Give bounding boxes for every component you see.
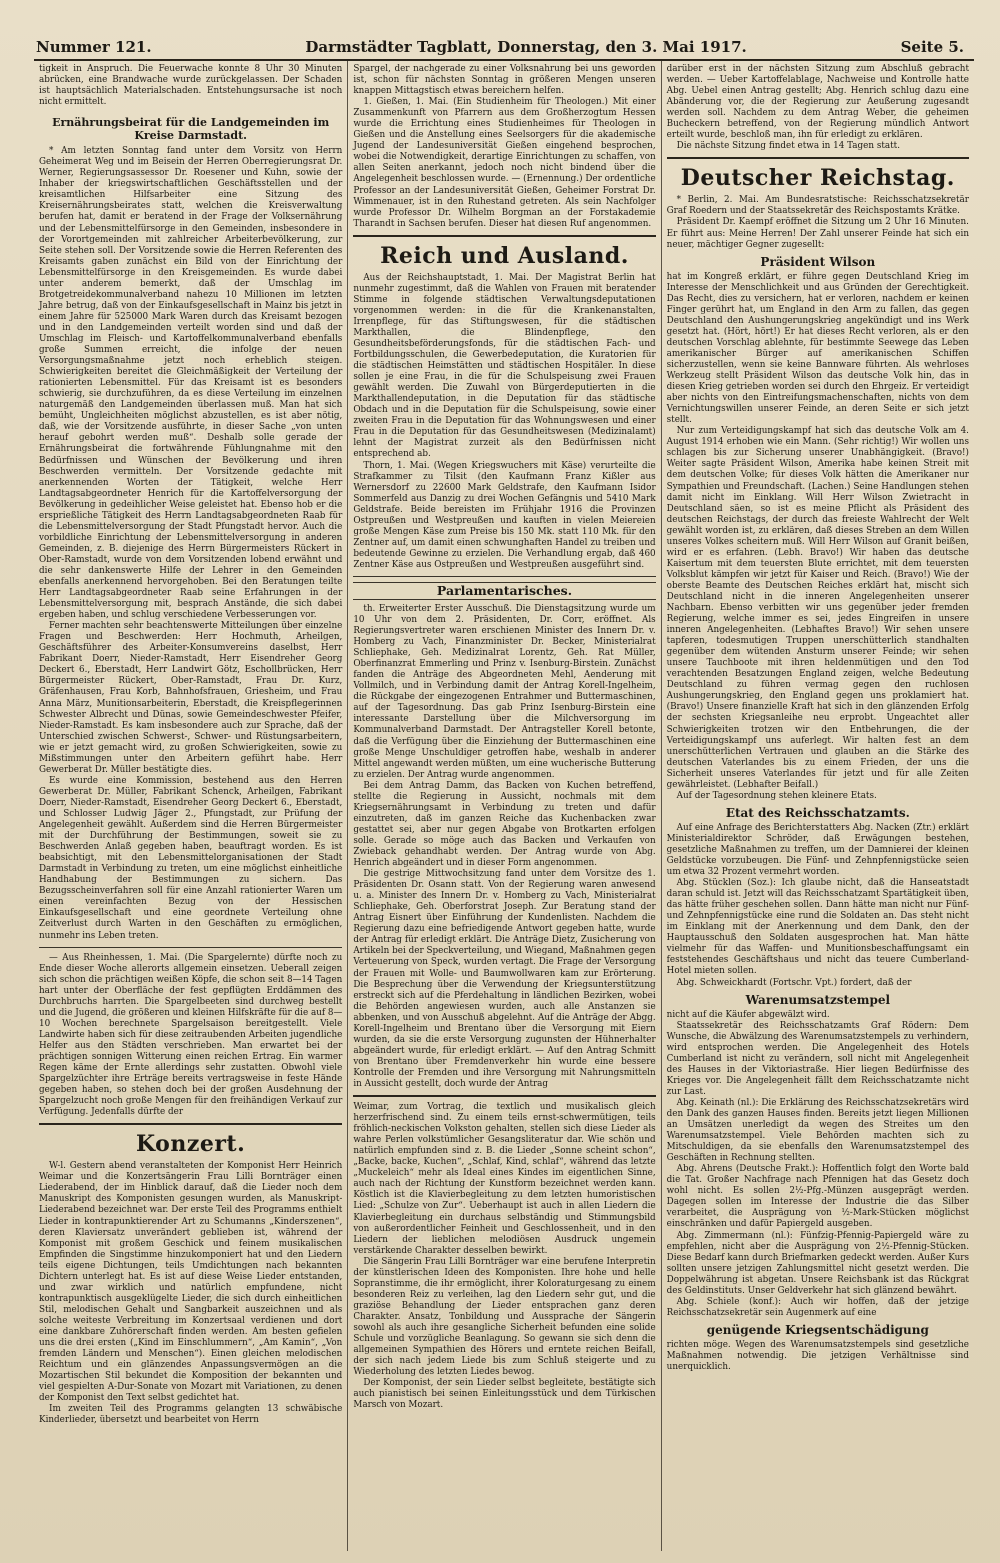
paragraph: th. Erweiterter Erster Ausschuß. Die Dienstagsitzung wurde um 10 Uhr von dem 2. Präsidenten, Dr. Corr, eröffnet. Als Regierungsvertreter waren erschienen Minister des Innern Dr. v. Homberg zu Vach, Finanzminister Dr. Becker, Ministerialrat Schliephake, Geh. Medizinalrat Lorentz, Geh. Rat Müller, Oberfinanzrat Emmerling und Prinz v. Isenburg-Birstein. Zunächst fanden die Anträge des Abgeordneten Mehl, Aenderung mit Vollmilch, und in Verbindung damit der Antrag Korell-Ingelheim, die Rückgabe der eingezogenen Entrahmer und Buttermaschinen, auf der Tagesordnung. Das gab Prinz Isenburg-Birstein eine interessante Darstellung über die Milchversorgung im Kommunalverband Darmstadt. Der Antragsteller Korell betonte, daß die Verfügung über die Einziehung der Buttermaschinen eine große Menge Unschuldiger getroffen habe, weshalb in anderer Mittel angewandt werden müßten, um eine wucherische Butterung zu erzielen. Der Antrag wurde angenommen. xyxy=(353,603,656,780)
divider xyxy=(353,235,655,237)
paragraph: Abg. Zimmermann (nl.): Fünfzig-Pfennig-Papiergeld wäre zu empfehlen, nicht aber die Ausprägung von 2½-Pfennig-Stücken. Diese Bedarf kann durch Briefmarken gedeckt werden. Außer Kurs sollten unsere jetzigen Zahlungsmittel nicht gesetzt werden. Die Doppelwährung ist abgetan. Unsere Reichsbank ist das Rückgrat des Geldinstituts. Unser Geldverkehr hat sich glänzend bewährt. xyxy=(666,1230,969,1296)
paragraph: 1. Gießen, 1. Mai. (Ein Studienheim für Theologen.) Mit einer Zusammenkunft von Pfarrern aus dem Großherzogtum Hessen wurde die Errichtung eines Studienheimes für Theologen in Gießen und die Anstellung eines Seelsorgers für die akademische Jugend der Landesuniversität Gießen eingehend besprochen, wobei die Notwendigkeit, derartige Einrichtungen zu schaffen, von allen Seiten anerkannt, jedoch noch nicht bindend über die Angelegenheit beschlossen wurde. — (Ernennung.) Der ordentliche Professor an der Landesuniversität Gießen, Geheimer Forstrat Dr. Wimmenauer, ist in den Ruhestand getreten. Als sein Nachfolger wurde Professor Dr. Wilhelm Borgman an der Forstakademie Tharandt in Sachsen berufen. Dieser hat diesen Ruf angenommen. xyxy=(353,97,656,229)
divider xyxy=(39,947,342,948)
divider xyxy=(39,1123,342,1125)
headline-parlamentarisches: Parlamentarisches. xyxy=(353,582,655,600)
paragraph: * Berlin, 2. Mai. Am Bundesratstische: Reichsschatzsekretär Graf Roedern und der Staatssekretär des Reichspostamts Krätke. xyxy=(666,195,969,217)
paragraph: Auf der Tagesordnung stehen kleinere Etats. xyxy=(676,790,877,801)
column-2 xyxy=(347,61,660,1551)
paragraph: Die nächste Sitzung findet etwa in 14 Tagen statt. xyxy=(676,141,901,152)
columns xyxy=(34,61,974,1551)
headline-reich-und-ausland: Reich und Ausland. xyxy=(380,242,629,269)
paragraph: Abg. Stücklen (Soz.): Ich glaube nicht, daß die Hanseatstadt daran schuld ist. Jetzt will das Reichsschatzamt Spartätigkeit üben, das hätte früher geschehen sollen. Dann hätte man nicht nur Fünf- und Zehnpfennigstücke eine rund die Soldaten an. Das steht nicht im Einklang mit der Anerkennung und dem Dank, den der Hauptausschuß den Soldaten ausgesprochen hat. Man hätte vielmehr für das Waffen- und Munitionsbeschaffungsamt ein feststehendes Geschäftshaus und nicht das teuere Cumberland-Hotel mieten sollen. xyxy=(666,878,969,977)
paragraph: Nur zum Verteidigungskampf hat sich das deutsche Volk am 4. August 1914 erhoben wie ein Mann. (Sehr richtig!) Wir wollen uns schlagen bis zur Sicherung unserer Unabhängigkeit. (Bravo!) Weiter sagte Präsident Wilson, Amerika habe keinen Streit mit dem deutschen Volke; für dieses Volk hätten die Amerikaner nur Sympathien und Freundschaft. (Lachen.) Seine Handlungen stehen damit nicht im Einklang. Will Herr Wilson Zwietracht in Deutschland säen, so ist es meine Pflicht als Präsident des deutschen Reichstags, der durch das freieste Wahlrecht der Welt gewählt worden ist, zu erklären, daß dieses Streben an dem Willen unseres Volkes scheitern muß. Will Herr Wilson auf Granit beißen, wird er es erfahren. (Lebh. Bravo!) Wir haben das deutsche Kaisertum mit dem teuersten Blute errichtet, mit dem teuersten Volksblut kämpfen wir jetzt für Kaiser und Reich. (Bravo!) Wie der oberste Beamte des Deutschen Reiches erklärt hat, mischt sich Deutschland nicht in die inneren Angelegenheiten unserer Nachbarn. Ebenso verbitten wir uns gegenüber jeder fremden Regierung, welche immer es sei, jedes Eingreifen in unsere inneren Angelegenheiten. (Lebhaftes Bravo!) Wir sehen unsere tapferen, todesmutigen Truppen unerschütterlich standhalten gegenüber dem wütenden Ansturm unserer Feinde; wir sehen unsere Tauchboote mit ihren heldenmütigen und den Tod verachtenden Besatzungen England zeigen, welche Bedeutung Deutschland zu führen vermag gegen den ruchlosen Aushungerungskrieg, den England gegen uns proklamiert hat. (Bravo!) Unsere finanzielle Kraft hat sich in den glänzenden Erfolg der sechsten Kriegsanleihe neu erprobt. Ungeachtet aller Schwierigkeiten trotzen wir den Entbehrungen, die der Verteidigungskampf uns auferlegt. Wir halten fest an dem unerschütterlichen Vertrauen und glauben an die Stärke des deutschen Vaterlandes bis zu einem Frieden, der uns die Sicherheit unseres Vaterlandes für jetzt und für alle Zeiten gewährleistet. (Lebhafter Beifall.) xyxy=(666,426,969,790)
paragraph: W-l. Gestern abend veranstalteten der Komponist Herr Heinrich Weimar und die Konzertsängerin Frau Lilli Bornträger einen Liederabend, der im Hinblick darauf, daß die Lieder noch dem Manuskript des Komponisten gesungen wurden, als Manuskript-Liederabend bezeichnet war. Der erste Teil des Programms enthielt Lieder in kontrapunktierender Art zu Schumanns „Kinderszenen“, deren Klaviersatz unverändert geblieben ist, während der Komponist mit großem Geschick und feinem musikalischen Empfinden die Singstimme hinzukomponiert hat und den Liedern teils eigene Dichtungen, teils Umdichtungen nach bekannten Dichtern unterlegt hat. Es ist auf diese Weise Lieder entstanden, und zwar wirklich und natürlich empfundene, nicht kontrapunktisch ausgeklügelte Lieder, die sich durch einheitlichen Stil, melodischen Gehalt und Sangbarkeit auszeichnen und als solche weiteste Verbreitung im Konzertsaal verdienen und dort eine dankbare Zuhörerschaft finden werden. Am besten gefielen uns die drei ersten („Kind im Einschlummern“, „Am Kamin“, „Von fremden Ländern und Menschen“). Einen gleichen melodischen Reichtum und ein glänzendes Anpassungsvermögen an die Mozartischen Stil bekundet die Komposition der bekannten und viel gespielten A-Dur-Sonate von Mozart mit Variationen, zu denen der Komponist den Text selbst gedichtet hat. xyxy=(39,1161,343,1404)
masthead-date: Darmstädter Tagblatt, Donnerstag, den 3. Mai 1917. xyxy=(305,38,747,56)
column-3 xyxy=(661,61,974,1551)
headline-deutscher-reichstag: Deutscher Reichstag. xyxy=(680,165,955,192)
issue-number: Nummer 121. xyxy=(36,38,152,56)
divider xyxy=(353,1095,655,1097)
subheading-kriegsentschaedigung: genügende Kriegsentschädigung xyxy=(706,1322,929,1337)
headline-ernaehrungsbeirat: Ernährungsbeirat für die Landgemeinden im Kreise Darmstadt. xyxy=(52,116,330,143)
paragraph: Die gestrige Mittwochsitzung fand unter dem Vorsitze des 1. Präsidenten Dr. Osann statt. Von der Regierung waren anwesend u. a. Minister des Innern Dr. v. Homberg zu Vach, Ministerialrat Schliephake, Geh. Oberforstrat Joseph. Zur Beratung stand der Antrag Eisnert über Einführung der Kundenlisten. Nachdem die Regierung dazu eine befriedigende Antwort gegeben hatte, wurde der Antrag für erledigt erklärt. Die Anträge Dietz, Zusicherung von Artikeln bei der Speckverteilung, und Wiegand, Maßnahmen gegen Verteuerung von Speck, wurden vertagt. Die Frage der Versorgung der Frauen mit Wolle- und Baumwollwaren kam zur Erörterung. Die Besprechung über die Verwendung der Kriegsunterstützung erstreckt sich auf die Pferdehaltung in ländlichen Bezirken, wobei die Behörden angewiesen wurden, auch alle Anstanzen sie abbenken, und von Ausschuß abgelehnt. Auf die Anträge der Abgg. Korell-Ingelheim und Brentano über die Versorgung mit Eiern wurden, da sie die erste Versorgung zugunsten der Hühnerhalter abgeändert wurde, für erledigt erklärt. — Auf den Antrag Schmitt von Brentano über Fremdenverkehr hin wurde eine bessere Kontrolle der Fremden und ihre Versorgung mit Nahrungsmitteln in Aussicht gestellt, doch wurde der Antrag xyxy=(353,869,656,1089)
page-header xyxy=(34,8,974,61)
paragraph: Staatssekretär des Reichsschatzamts Graf Rödern: Dem Wunsche, die Abwälzung des Warenumsatzstempels zu verhindern, wird entsprochen werden. Die Angelegenheit des Hotels Cumberland ist nicht zu verändern, soll nicht mit Angelegenheit des Hauses in der Viktoriastraße. Hier liegen Bedürfnisse des Krieges vor. Die Angelegenheit fällt dem Reichsschatzamte nicht zur Last. xyxy=(666,1020,969,1097)
paragraph: Abg. Keinath (nl.): Die Erklärung des Reichsschatzsekretärs wird den Dank des ganzen Hauses finden. Bereits jetzt liegen Millionen an Umsätzen unerledigt da wegen des Streites um den Warenumsatzstempel. Viele Behörden machten sich zu Mitschuldigen, da sie ebenfalls den Warenumsatzstempel des Geschäften in Rechnung stellten. xyxy=(666,1097,969,1164)
paragraph: Thorn, 1. Mai. (Wegen Kriegswuchers mit Käse) verurteilte die Strafkammer zu Tilsit (den Kaufmann Franz Kißler aus Wernersdorf zu 22600 Mark Geldstrafe, den Kaufmann Isidor Sommerfeld aus Danzig zu drei Wochen Gefängnis und 5410 Mark Geldstrafe. Beide bereisten im Frühjahr 1916 die Provinzen Ostpreußen und Westpreußen und kauften in vielen Meiereien große Mengen Käse zum Preise bis 150 Mk. statt 110 Mk. für den Zentner auf, um damit einen schwunghaften Handel zu treiben und bedeutende Gewinne zu erzielen. Die Verhandlung ergab, daß 460 Zentner Käse aus Ostpreußen und Westpreußen ausgeführt sind. xyxy=(353,460,656,570)
paragraph: darüber erst in der nächsten Sitzung zum Abschluß gebracht werden. — Ueber Kartoffelablage, Nachweise und Kontrolle hatte Abg. Uebel einen Antrag gestellt; Abg. Henrich schlug dazu eine Abänderung vor, die der Regierung zur Aeußerung zugesandt werden soll. Nachdem zu dem Antrag Weber, die geheimen Bucheckern betreffend, von der Regierung mündlich Antwort erteilt wurde, beschloß man, ihn für erledigt zu erklären. xyxy=(666,64,969,141)
paragraph: Abg. Schweickhardt (Fortschr. Vpt.) fordert, daß der xyxy=(676,977,912,988)
column-1 xyxy=(34,61,347,1551)
paragraph: Bei dem Antrag Damm, das Backen von Kuchen betreffend, stellte die Regierung in Aussicht, nochmals mit dem Kriegsernährungsamt in Verbindung zu treten und dafür einzutreten, daß im ganzen Reiche das Kuchenbacken zwar gestattet sei, aber nur gegen Abgabe von Brotkarten erfolgen solle. Gerade so möge auch das Backen und Verkaufen von Zwieback gehandhabt werden. Der Antrag wurde von Abg. Henrich abgeändert und in dieser Form angenommen. xyxy=(353,780,656,869)
paragraph: Es wurde eine Kommission, bestehend aus den Herren Gewerberat Dr. Müller, Fabrikant Schenck, Arheilgen, Fabrikant Doerr, Nieder-Ramstadt, Eisendreher Georg Deckert 6., Eberstadt, und Schlosser Ludwig Jäger 2., Pfungstadt, zur Prüfung der Angelegenheit gewählt. Außerdem sind die Herren Bürgermeister mit der Durchführung der Bestimmungen, soweit sie zu Beschwerden Anlaß gegeben haben, beauftragt worden. Es ist beabsichtigt, mit den Lebensmittelorganisationen der Stadt Darmstadt in Verbindung zu treten, um eine möglichst einheitliche Handhabung der Bestimmungen zu sichern. Das Bezugsscheinverfahren soll für eine Anzahl rationierter Waren um einen vereinfachten Bezug von der Hessischen Einkaufsgesellschaft und eine geordnete Verteilung ohne Zeitverlust durch Warten in den Geschäften zu ermöglichen, nunmehr ins Leben treten. xyxy=(39,775,343,941)
paragraph: Die Sängerin Frau Lilli Bornträger war eine berufene Interpretin der künstlerischen Ideen des Komponisten. Ihre hohe und helle Sopranstimme, die ihr ermöglicht, ihrer Koloraturgesang zu einem besonderen Reiz zu verleihen, lag den Liedern sehr gut, und die graziöse Behandlung der Lieder entsprachen ganz deren Charakter. Ansatz, Tonbildung und Aussprache der Sängerin sowohl als auch ihre gesangliche Sicherheit befunden eine solide Schule und vorzügliche Beanlagung. So gewann sie sich denn die allgemeinen Sympathien des Hörers und erntete reichen Beifall, der sich nach jedem Liede bis zum Schluß steigerte und zu Wiederholung des letzten Liedes bewog. xyxy=(353,1256,656,1378)
divider xyxy=(667,157,969,159)
page-number: Seite 5. xyxy=(900,38,964,56)
subheading-etat-reichsschatzamt: Etat des Reichsschatzamts. xyxy=(725,805,910,820)
paragraph: Der Komponist, der sein Lieder selbst begleitete, bestätigte sich auch pianistisch bei seinen Einleitungsstück und dem Türkischen Marsch von Mozart. xyxy=(353,1378,656,1411)
paragraph: — Aus Rheinhessen, 1. Mai. (Die Spargelernte) dürfte noch zu Ende dieser Woche allerorts allgemein einsetzen. Ueberall zeigen sich schon die prächtigen weißen Köpfe, die schon seit 8—14 Tagen hart unter der Oberfläche der fest gepflügten Erddämmen des Durchbruchs harrten. Die Spargelbeeten sind durchweg bestellt und die Jugend, die größeren und kleinen Hilfskräfte für die auf 8—10 Wochen berechnete Spargelsaison bereitgestellt. Viele Landwirte haben sich für diese zeitraubenden Arbeiten jugendliche Helfer aus den Städten verschrieben. Man erwartet bei der prächtigen sonnigen Witterung einen reichen Ertrag. Ein warmer Regen käme der Ernte allerdings sehr zustatten. Obwohl viele Spargelzüchter ihre Erträge bereits vertragsweise in feste Hände gegeben haben, so stehen doch bei der großen Ausdehnung der Spargelzucht noch große Mengen für den freihändigen Verkauf zur Verfügung. Jedenfalls dürfte der xyxy=(39,952,343,1118)
paragraph: Abg. Schiele (konf.): Auch wir hoffen, daß der jetzige Reichsschatzsekretär sein Augenmerk auf eine xyxy=(666,1296,969,1318)
article-fire-end: tigkeit in Anspruch. Die Feuerwache konnte 8 Uhr 30 Minuten abrücken, eine Brandwache wurde zurückgelassen. Der Schaden ist hauptsächlich Materialschaden. Entstehungsursache ist noch nicht ermittelt. xyxy=(39,64,343,108)
subheading-warenumsatzstempel: Warenumsatzstempel xyxy=(745,992,891,1007)
paragraph: hat im Kongreß erklärt, er führe gegen Deutschland Krieg im Interesse der Menschlichkeit und aus Gründen der Gerechtigkeit. Das Recht, dies zu versichern, hat er verloren, nachdem er keinen Finger gerührt hat, um England in den Arm zu fallen, das gegen Deutschland den Aushungerungskrieg angekündigt und ins Werk gesetzt hat. (Hört, hört!) Er hat dieses Recht verloren, als er den deutschen Vorschlag ablehnte, für bestimmte Seewege das Leben amerikanischer Bürger auf amerikanischen Schiffen sicherzustellen, wenn sie keine Bannware führten. Als wehrloses Werkzeug stellt Präsident Wilson das deutsche Volk hin, das in diesen Krieg getrieben worden sei durch den Ehrgeiz. Er verteidigt aber nichts von den Eintreifungsmachenschaften, nichts von dem Vernichtungswillen unserer Feinde, an deren Seite er sich jetzt stellt. xyxy=(666,271,969,426)
headline-konzert: Konzert. xyxy=(136,1131,246,1158)
paragraph: Abg. Ahrens (Deutsche Frakt.): Hoffentlich folgt den Worte bald die Tat. Großer Nachfrage nach Pfennigen hat das Gesetz doch wohl nicht. Es sollen 2½-Pfg.-Münzen ausgeprägt werden. Dagegen sollen im Interesse der Industrie die das Silber verarbeitet, die Ausprägung von ½-Mark-Stücken möglichst einschränken und dafür Papiergeld ausgeben. xyxy=(666,1164,969,1230)
paragraph: Auf eine Anfrage des Berichterstatters Abg. Nacken (Ztr.) erklärt Ministerialdirektor Schröder, daß Erwägungen bestehen, gesetzliche Maßnahmen zu treffen, um der Damnierei der kleinen Geldstücke vorzubeugen. Die Fünf- und Zehnpfennigstücke seien um etwa 32 Prozent vermehrt worden. xyxy=(666,822,969,878)
paragraph: Ferner machten sehr beachtenswerte Mitteilungen über einzelne Fragen und Beschwerden: Herr Hochmuth, Arheilgen, Geschäftsführer des Arbeiter-Konsumvereins daselbst, Herr Fabrikant Doerr, Nieder-Ramstadt, Herr Eisendreher Georg Deckert 6., Eberstadt, Herr Landwirt Götz, Eschollbrücken, Herr Bürgermeister Rückert, Ober-Ramstadt, Frau Dr. Kurz, Gräfenhausen, Frau Korb, Bahnhofsfrauen, Griesheim, und Frau Anna März, Munitionsarbeiterin, Eberstadt, die Kreispflegerinnen Schwester Albrecht und Dünas, sowie Gemeindeschwester Pfeifer, Nieder-Ramstadt. Es kam insbesondere auch zur Sprache, daß der Unterschied zwischen Schwerst-, Schwer- und Rüstungsarbeitern, wie er jetzt gemacht wird, zu großen Schwierigkeiten, sowie zu Mißstimmungen unter den Arbeitern geführt habe. Herr Gewerberat Dr. Müller bestätigte dies. xyxy=(39,621,343,775)
paragraph: Weimar, zum Vortrag, die textlich und musikalisch gleich herzerfrischend sind. Zu einem teils ernst-schwermütigen, teils fröhlich-neckischen Volkston gehalten, stellen sich diese Lieder als wahre Perlen volkstümlicher Gesangsliteratur dar. Wie schön und natürlich empfunden sind z. B. die Lieder „Sonne scheint schon“, „Backe, backe, Kuchen“, „Schlaf, Kind, schlaf“, während das letzte „Muckeleich“ mehr als Ideal eines Kindes im eigentlichen Sinne, auch nach der Richtung der Kunstform bezeichnet werden kann. Köstlich ist die Klavierbegleitung zu dem letzten humoristischen Lied: „Schulze von Zur“. Ueberhaupt ist auch in allen Liedern die Klavierbegleitung ein durchaus selbständig und Stimmungsbild von außerordentlicher Feinheit und Geschlossenheit, und in den Liedern der lieblichen melodiösen Ausdruck ungemein verstärkende Charakter desselben bewirkt. xyxy=(353,1102,656,1256)
paragraph: nicht auf die Käufer abgewälzt wird. xyxy=(666,1009,830,1020)
paragraph: richten möge. Wegen des Warenumsatzstempels sind gesetzliche Maßnahmen notwendig. Die jetzigen Verhältnisse sind unerquicklich. xyxy=(666,1339,969,1372)
paragraph: Präsident Dr. Kaempf eröffnet die Sitzung um 2 Uhr 16 Minuten. Er führt aus: Meine Herren! Der Zahl unserer Feinde hat sich ein neuer, mächtiger Gegner zugesellt: xyxy=(666,217,969,250)
paragraph: Aus der Reichshauptstadt, 1. Mai. Der Magistrat Berlin hat nunmehr zugestimmt, daß die Wahlen von Frauen mit beratender Stimme in folgende städtischen Verwaltungsdeputationen vorgenommen werden: in die für die Krankenanstalten, Irrenpflege, für das Stiftungswesen, für die städtischen Markthallen, die Blindenpflege, den Gesundheitsbeförderungsfonds, für die städtischen Fach- und Fortbildungsschulen, die Gewerbedeputation, die Kuratorien für die städtischen Heimstätten und städtischen Hospitäler. In diese sollen je eine Frau, in die für die Schulspeisung zwei Frauen gewählt werden. Die Zuwahl von Bürgerdeputierten in die Markthallendeputation, in die Deputation für das städtische Obdach und in die Deputation für die Schulspeisung, sowie einer zweiten Frau in die Deputation für das Wohnungswesen und einer Frau in die Deputation für das Gesundheitswesen (Medizinalamt) lehnt der Magistrat zurzeit als den Bedürfnissen nicht entsprechend ab. xyxy=(353,272,656,460)
paragraph: Im zweiten Teil des Programms gelangten 13 schwäbische Kinderlieder, übersetzt und bearbeitet von Herrn xyxy=(39,1404,343,1426)
paragraph: Spargel, der nachgerade zu einer Volksnahrung bei uns geworden ist, schon für nächsten Sonntag in größeren Mengen unseren knappen Mittagstisch etwas bereichern helfen. xyxy=(353,64,656,97)
subheading-praesident-wilson: Präsident Wilson xyxy=(760,254,876,269)
paragraph: * Am letzten Sonntag fand unter dem Vorsitz von Herrn Geheimerat Weg und im Beisein der Herren Oberregierungsrat Dr. Werner, Regierungsassessor Dr. Roesener und Kuhn, sowie der Inhaber der kriegswirtschaftlichen Geschäftsstellen und der kreisamtlichen Hilfsarbeiter eine Sitzung des Kreisernährungsbeirates statt, welchen die Kreisverwaltung berufen hat, damit er beratend in der Frage der Volksernährung und der Lebensmittelfürsorge in den Gemeinden, insbesondere in der Vorortgemeinden mit zahlreicher Arbeiterbevölkerung, zur Seite stehen soll. Der Vorsitzende sowie die Herren Referenten des Kreisamts gaben zunächst ein Bild von der Einrichtung der Lebensmittelfürsorge in den Kreisgemeinden. Es wurde dabei unter anderem bemerkt, daß der Umschlag im Brotgetreidekommunalverband nahezu 10 Millionen im letzten Jahre betrug, daß von der Einkaufsgesellschaft in Mainz bis jetzt in einem Jahre für 525000 Mark Waren durch das Kreisamt bezogen und in den Landgemeinden verteilt worden sind und daß der Umschlag im Fleisch- und Kartoffelkommunalverband ebenfalls große Summen erreicht, die infolge der neuen Versorgungsmaßnahme jetzt noch erheblich steigen. Schwierigkeiten bereitet die Gleichmäßigkeit der Verteilung der rationierten Lebensmittel. Für das Kreisamt ist es besonders schwierig, sie durchzuführen, da es diese Verteilung im einzelnen naturgemäß den Landgemeinden überlassen muß. Man hat sich bemüht, Ungleichheiten möglichst abzustellen, es ist aber nötig, daß, wie der Vorsitzende ausführte, in dieser Sache „von unten herauf gebohrt werden muß“. Deshalb solle gerade der Ernährungsbeirat die fortwährende Fühlungnahme mit den Bedürfnissen und Wünschen der Bevölkerung und ihren Beschwerden vermitteln. Der Vorsitzende gedachte mit anerkennenden Worten der Tätigkeit, welche Herr Landtagsabgeordneter Henrich für die Kartoffelversorgung der Bevölkerung in gedeihlicher Weise geleistet hat. Ebenso hob er die ersprießliche Tätigkeit des Herrn Landtagsabgeordneten Raab für die Lebensmittelversorgung der Stadt Pfungstadt hervor. Auch die vorbildliche Einrichtung der Lebensmittelversorgung in anderen Gemeinden, z. B. diejenige des Herrn Bürgermeisters Rückert in Ober-Ramstadt, wurde von dem Vorsitzenden lobend erwähnt und die sehr dankenswerte Hilfe der Lehrer in den Gemeinden ebenfalls anerkennend hervorgehoben. Bei den Beratungen teilte Herr Landtagsabgeordneter Raab seine Erfahrungen in der Lebensmittelversorgung mit, besprach Anstände, die sich dabei ergeben haben, und schlug verschiedene Verbesserungen vor. xyxy=(39,146,343,621)
divider xyxy=(353,576,655,577)
